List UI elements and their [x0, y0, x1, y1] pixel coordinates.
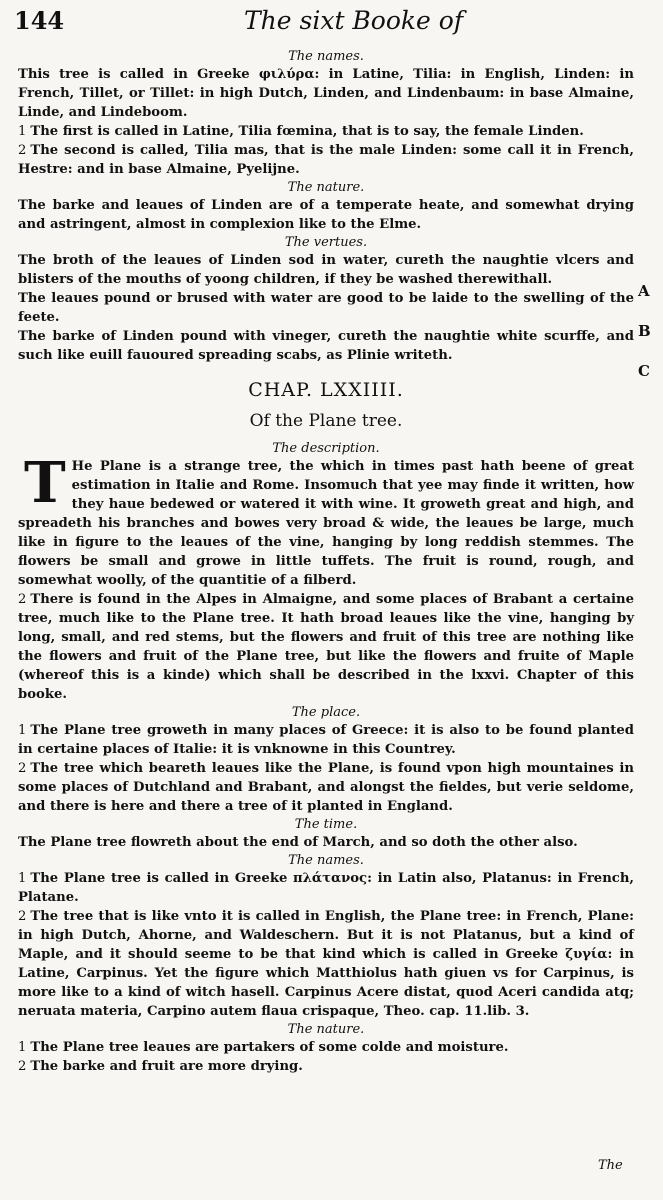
plane-place-2: [18, 759, 634, 816]
plane-desc-1: [18, 450, 634, 590]
item-number: 1: [18, 723, 27, 738]
plane-place-2-text: The tree which beareth leaues like the Plane, is found vpon high mountaines in some places of Dutchland and Brabant, and alongst the fieldes, but verie seldome, and there is here and there a tree of it planted in England.: [18, 761, 634, 814]
item-number: 1: [18, 871, 27, 886]
plane-desc-1-text: He Plane is a strange tree, the which in times past hath beene of great estimation in Italie and Rome. Insomuch that yee may finde it written, how they haue bedewed or watered it with wine. It groweth great and high, and spreadeth his branches and bowes very broad & wide, the leaues be large, much like in figure to the leaues of the vine, hanging by long reddish stemmes. The flowers be small and growe in little tuffets. The fruit is round, rough, and somewhat woolly, of the quantitie of a filberd.: [18, 459, 634, 588]
running-title: The sixt Booke of: [244, 6, 464, 35]
plane-place-1-text: The Plane tree groweth in many places of Greece: it is also to be found planted in certaine places of Italie: it is vnknowne in this Countrey.: [18, 723, 634, 757]
plane-names-2: [18, 907, 634, 1021]
section-heading-plane-nature: The nature.: [287, 1022, 365, 1037]
plane-nature-1-text: The Plane tree leaues are partakers of some colde and moisture.: [30, 1040, 509, 1055]
section-heading-names: The names.: [288, 49, 364, 64]
section-heading-description: The description.: [272, 441, 380, 456]
item-number: 1: [18, 124, 27, 139]
item-number: 2: [18, 761, 27, 776]
plane-desc-2-text: There is found in the Alpes in Almaigne, and some places of Brabant a certaine tree, much like to the Plane tree. It hath broad leaues like the vine, hanging by long, small, and red stems, but the flowers and fruit of this tree are nothing like the flowers and fruit of the Plane tree, but like the flowers and fruite of Maple (whereof this is a kinde) which shall be described in the lxxvi. Chapter of this booke.: [18, 592, 634, 702]
item-number: 2: [18, 143, 27, 158]
linden-name-1-text: The first is called in Latine, Tilia fœmina, that is to say, the female Linden.: [30, 124, 584, 139]
section-heading-plane-names: The names.: [288, 853, 364, 868]
plane-nature-2: [18, 1057, 634, 1076]
plane-names-1-text: The Plane tree is called in Greeke πλάτανος: in Latin also, Platanus: in French, Platane.: [18, 871, 634, 905]
chapter-title: Of the Plane tree.: [249, 411, 403, 431]
plane-desc-2: [18, 590, 634, 704]
linden-name-2-text: The second is called, Tilia mas, that is the male Linden: some call it in French, Hestre: and in base Almaine, Pyelijne.: [18, 143, 634, 177]
text-body: [18, 48, 634, 1076]
margin-letter-a: A: [638, 282, 650, 300]
page-header: [14, 4, 653, 40]
linden-vertue-b: The leaues pound or brused with water are good to be laide to the swelling of the feete.: [18, 291, 634, 325]
plane-time-text: The Plane tree flowreth about the end of March, and so doth the other also.: [18, 835, 578, 850]
item-number: 2: [18, 592, 27, 607]
section-heading-place: The place.: [291, 705, 361, 720]
chapter-number: CHAP. LXXIIII.: [248, 379, 404, 401]
margin-letter-b: B: [638, 322, 651, 340]
linden-name-1: [18, 122, 634, 141]
linden-vertue-c: The barke of Linden pound with vineger, cureth the naughtie white scurffe, and such like euill fauoured spreading scabs, as Plinie writeth.: [18, 329, 634, 363]
plane-nature-1: [18, 1038, 634, 1057]
item-number: 1: [18, 1040, 27, 1055]
catchword: The: [598, 1158, 623, 1173]
linden-vertue-a: The broth of the leaues of Linden sod in water, cureth the naughtie vlcers and blisters of the mouths of yoong children, if they be washed therewithall.: [18, 253, 634, 287]
drop-cap: T: [24, 450, 66, 516]
item-number: 2: [18, 909, 27, 924]
page-number: 144: [14, 6, 65, 35]
item-number: 2: [18, 1059, 27, 1074]
margin-letter-c: C: [638, 362, 650, 380]
plane-names-2-text: The tree that is like vnto it is called in English, the Plane tree: in French, Plane: in high Dutch, Ahorne, and Waldeschern. But it is not Platanus, but a kind of Maple, and it should seeme to be that kind which is called in Greeke ζυγία: in Latine, Carpinus. Yet the figure which Matthiolus hath giuen vs for Carpinus, is more like to a kind of witch hasell. Carpinus Acere distat, quod Aceri candida atq; neruata materia, Carpino autem flaua crispaque, Theo. cap. 11.lib. 3.: [18, 909, 634, 1019]
linden-name-2: [18, 141, 634, 179]
linden-names-text: This tree is called in Greeke φιλύρα: in Latine, Tilia: in English, Linden: in French, Tillet, or Tillet: in high Dutch, Linden, and Lindenbaum: in base Almaine, Linde, and Lindeboom.: [18, 67, 634, 120]
plane-place-1: [18, 721, 634, 759]
linden-nature-text: The barke and leaues of Linden are of a temperate heate, and somewhat drying and astringent, almost in complexion like to the Elme.: [18, 198, 634, 232]
plane-nature-2-text: The barke and fruit are more drying.: [30, 1059, 303, 1074]
section-heading-vertues: The vertues.: [284, 235, 368, 250]
section-heading-time: The time.: [294, 817, 358, 832]
plane-names-1: [18, 869, 634, 907]
section-heading-nature: The nature.: [287, 180, 365, 195]
